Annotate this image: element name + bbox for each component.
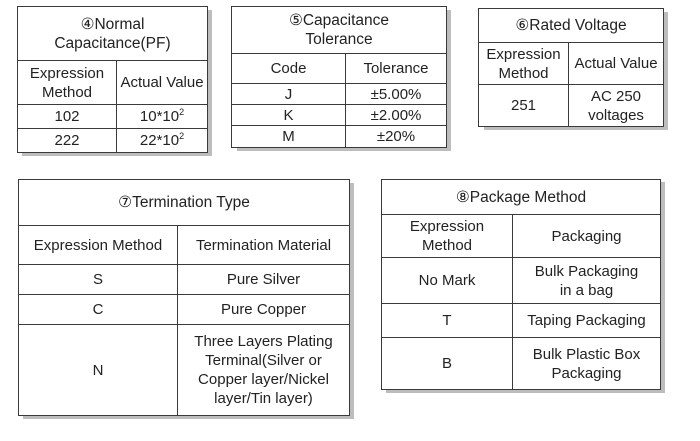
termination-header-material: Termination Material	[178, 226, 350, 265]
package-title: ⑧Package Method	[382, 180, 661, 215]
capacitance-value-base: 10*10	[139, 108, 180, 125]
package-table	[381, 179, 661, 390]
package-header-expression: Expression Method	[382, 215, 513, 258]
termination-material: Pure Silver	[178, 265, 350, 295]
capacitance-code: 222	[18, 129, 117, 153]
package-code: T	[382, 304, 513, 338]
capacitance-header-value: Actual Value	[117, 61, 208, 105]
table-row	[18, 105, 208, 129]
package-header-packaging: Packaging	[513, 215, 661, 258]
capacitance-value	[117, 105, 208, 129]
voltage-table	[478, 8, 664, 127]
capacitance-value	[117, 129, 208, 153]
tolerance-title-line1: ⑤Capacitance	[288, 12, 390, 29]
table-row	[382, 304, 661, 338]
tolerance-code: K	[232, 105, 346, 126]
termination-code: N	[19, 325, 178, 416]
voltage-code: 251	[479, 85, 569, 127]
tolerance-table	[231, 6, 447, 148]
table-row	[18, 129, 208, 153]
table-row	[19, 325, 350, 416]
tolerance-code: J	[232, 84, 346, 105]
table-row	[382, 258, 661, 304]
package-type: Bulk Plastic Box Packaging	[513, 338, 661, 390]
tolerance-title	[232, 7, 447, 54]
capacitance-title-line1: ④Normal	[80, 15, 145, 33]
termination-material: Three Layers Plating Terminal(Silver or Copper layer/Nickel layer/Tin layer)	[178, 325, 350, 416]
tolerance-value: ±2.00%	[346, 105, 447, 126]
table-row	[232, 84, 447, 105]
voltage-header-value: Actual Value	[569, 43, 664, 85]
voltage-title: ⑥Rated Voltage	[479, 9, 664, 43]
termination-material: Pure Copper	[178, 295, 350, 325]
capacitance-table	[17, 6, 208, 153]
package-code: No Mark	[382, 258, 513, 304]
capacitance-value-exponent: 2	[179, 131, 185, 141]
table-row	[232, 126, 447, 148]
table-row	[479, 85, 664, 127]
capacitance-title	[18, 7, 208, 61]
package-code: B	[382, 338, 513, 390]
capacitance-value-exponent: 2	[179, 107, 185, 117]
tolerance-title-line2: Tolerance	[305, 31, 373, 48]
termination-header-expression: Expression Method	[19, 226, 178, 265]
termination-title: ⑦Termination Type	[19, 180, 350, 226]
capacitance-value-base: 22*10	[139, 132, 180, 149]
tolerance-value: ±5.00%	[346, 84, 447, 105]
table-row	[19, 295, 350, 325]
capacitance-title-line2: Capacitance(PF)	[54, 34, 171, 52]
tolerance-code: M	[232, 126, 346, 148]
termination-table	[18, 179, 350, 416]
tolerance-value: ±20%	[346, 126, 447, 148]
termination-code: S	[19, 265, 178, 295]
voltage-header-expression: Expression Method	[479, 43, 569, 85]
table-row	[382, 338, 661, 390]
capacitance-code: 102	[18, 105, 117, 129]
package-type: Bulk Packaging in a bag	[513, 258, 661, 304]
table-row	[19, 265, 350, 295]
package-type: Taping Packaging	[513, 304, 661, 338]
voltage-value: AC 250 voltages	[569, 85, 664, 127]
termination-code: C	[19, 295, 178, 325]
table-row	[232, 105, 447, 126]
tolerance-header-value: Tolerance	[346, 54, 447, 84]
tolerance-header-code: Code	[232, 54, 346, 84]
capacitance-header-expression: Expression Method	[18, 61, 117, 105]
